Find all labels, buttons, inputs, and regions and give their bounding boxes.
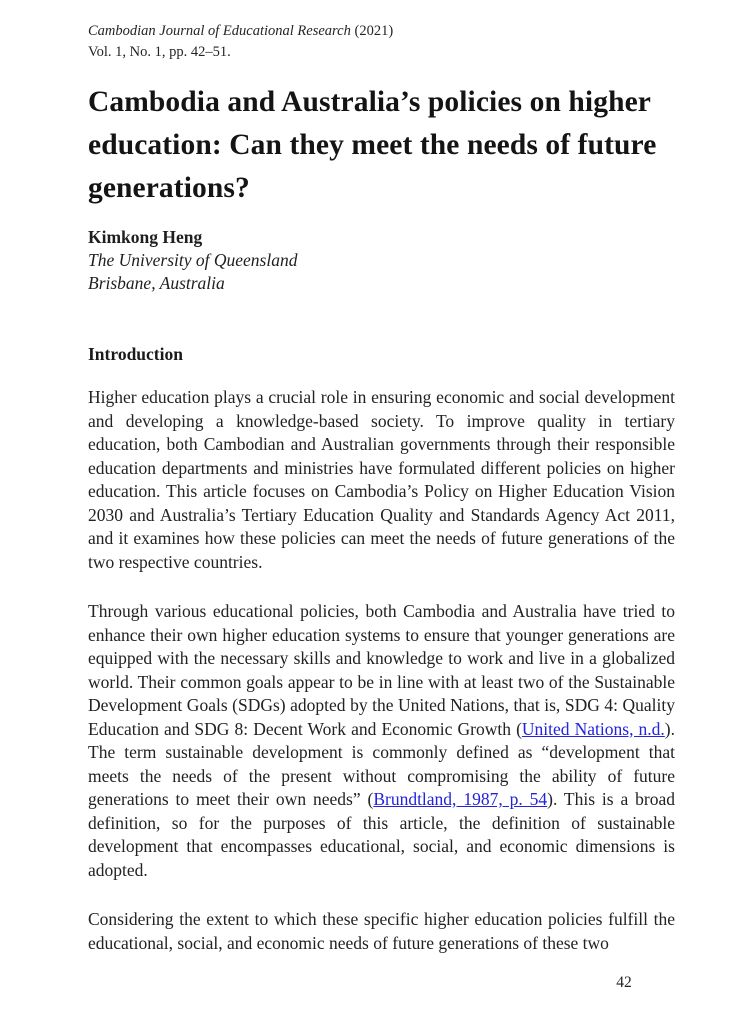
volume-issue-pages: Vol. 1, No. 1, pp. 42–51. xyxy=(88,43,231,60)
paragraph: Considering the extent to which these specific higher education policies fulfill the educational, social, and economic needs of future generations of these two xyxy=(88,909,675,953)
journal-title-line xyxy=(88,21,675,42)
author-block xyxy=(88,226,675,295)
author-affiliation: The University of Queensland xyxy=(88,250,298,270)
paragraph: Through various educational policies, both Cambodia and Australia have tried to enhance their own higher education systems to ensure that younger generations are equipped with the necessary skills and knowledge to work and live in a globalized world. Their common goals appear to be in line with at least two of the Sustainable Development Goals (SDGs) adopted by the United Nations, that is, SDG 4: Quality Education and SDG 8: Decent Work and Economic Growth (United Nations, n.d.). The term sustainable development is commonly defined as “development that meets the needs of the present without compromising the ability of future generations to meet their own needs” (Brundtland, 1987, p. 54). This is a broad definition, so for the purposes of this article, the definition of sustainable development that encompasses educational, social, and economic dimensions is adopted. xyxy=(88,601,675,880)
citation-link[interactable]: United Nations, n.d. xyxy=(521,718,665,739)
section-heading-introduction: Introduction xyxy=(88,344,183,364)
page-number: 42 xyxy=(616,974,632,991)
journal-header xyxy=(88,21,675,62)
author-name: Kimkong Heng xyxy=(88,227,203,247)
journal-year: (2021) xyxy=(354,23,394,39)
citation-link[interactable]: Brundtland, 1987, p. 54 xyxy=(373,789,548,809)
journal-name: Cambodian Journal of Educational Research xyxy=(88,23,351,39)
page-content xyxy=(88,21,675,955)
article-body xyxy=(88,386,675,955)
paragraph: Higher education plays a crucial role in ensuring economic and social development and developing a knowledge-based society. To improve quality in tertiary education, both Cambodian and Australian governments through their responsible education departments and ministries have formulated different policies on higher education. This article focuses on Cambodia’s Policy on Higher Education Vision 2030 and Australia’s Tertiary Education Quality and Standards Agency Act 2011, and it examines how these policies can meet the needs of future generations of the two respective countries. xyxy=(88,387,675,572)
author-location: Brisbane, Australia xyxy=(88,273,225,293)
article-title: Cambodia and Australia’s policies on higher education: Can they meet the needs of future generations? xyxy=(88,86,657,204)
